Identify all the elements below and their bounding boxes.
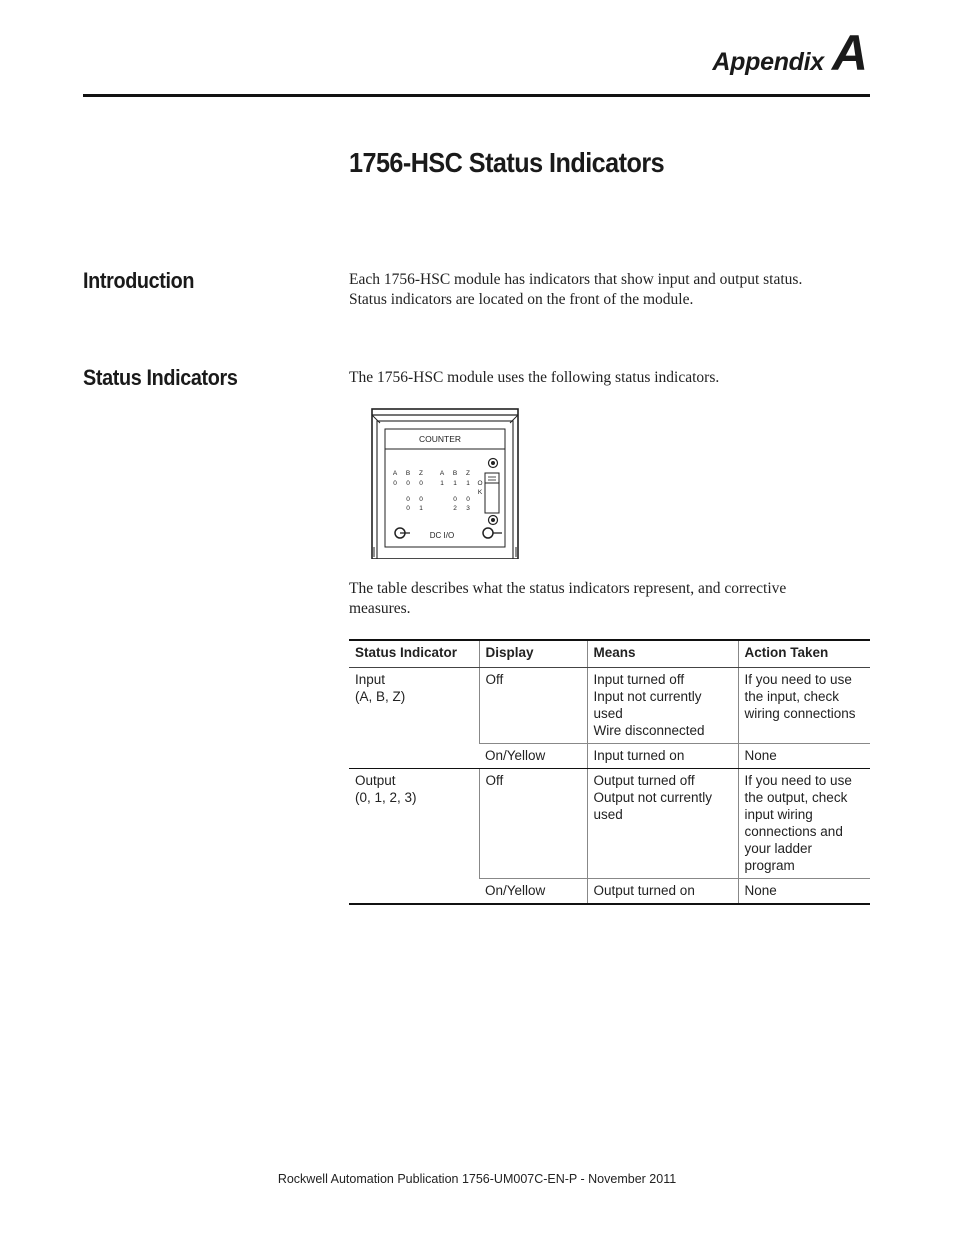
table-intro-line-1: The table describes what the status indicators represent, and corrective — [349, 580, 787, 597]
appendix-label: Appendix — [712, 48, 824, 76]
right-connector-icon — [483, 528, 493, 538]
out-bottom-2: 2 — [453, 505, 457, 512]
ind-digit-4: 1 — [453, 480, 457, 487]
counter-label: COUNTER — [418, 434, 462, 444]
ok-letter-k: K — [477, 489, 483, 496]
page-footer: Rockwell Automation Publication 1756-UM007C-EN-P - November 2011 — [277, 1172, 677, 1186]
introduction-heading: Introduction — [83, 268, 195, 293]
input-off-display: Off — [479, 668, 587, 744]
ok-letter-o: O — [477, 480, 483, 487]
table-row — [349, 668, 870, 744]
input-indicator-cell — [349, 668, 479, 769]
output-channels: (0, 1, 2, 3) — [355, 790, 417, 805]
input-on-means: Input turned on — [587, 744, 738, 769]
out-top-0: 0 — [406, 496, 410, 503]
table-header-row — [349, 640, 870, 668]
input-on-action: None — [738, 744, 870, 769]
status-indicators-heading: Status Indicators — [83, 365, 238, 390]
ind-letter-5: Z — [466, 470, 470, 477]
output-off-action: If you need to use the output, check input wiring connections and your ladder program — [738, 769, 870, 879]
ind-digit-5: 1 — [466, 480, 470, 487]
module-front-diagram — [370, 407, 520, 559]
introduction-line-1: Each 1756-HSC module has indicators that show input and output status. — [349, 271, 803, 288]
input-label: Input — [355, 672, 386, 687]
out-bottom-1: 1 — [419, 505, 423, 512]
ind-letter-1: B — [405, 470, 411, 477]
appendix-header — [712, 25, 868, 81]
appendix-letter: A — [831, 25, 868, 81]
output-on-means: Output turned on — [587, 879, 738, 905]
ind-digit-2: 0 — [419, 480, 423, 487]
header-action-taken: Action Taken — [738, 640, 870, 668]
ind-digit-0: 0 — [393, 480, 397, 487]
out-top-1: 0 — [419, 496, 423, 503]
header-means: Means — [587, 640, 738, 668]
input-on-display: On/Yellow — [479, 744, 587, 769]
out-top-2: 0 — [453, 496, 457, 503]
header-status-indicator: Status Indicator — [349, 640, 479, 668]
out-top-3: 0 — [466, 496, 470, 503]
out-bottom-0: 0 — [406, 505, 410, 512]
ind-letter-3: A — [439, 470, 445, 477]
out-bottom-3: 3 — [466, 505, 470, 512]
output-label: Output — [355, 773, 396, 788]
table-row — [349, 769, 870, 879]
table-intro-line-2: measures. — [349, 600, 411, 617]
ind-letter-4: B — [452, 470, 458, 477]
header-display: Display — [479, 640, 587, 668]
ind-digit-1: 0 — [406, 480, 410, 487]
status-indicators-intro: The 1756-HSC module uses the following status indicators. — [349, 369, 720, 386]
table-intro-paragraph — [349, 579, 849, 619]
dc-io-label: DC I/O — [429, 531, 455, 540]
input-channels: (A, B, Z) — [355, 689, 406, 704]
input-off-means: Input turned off Input not currently used Wire disconnected — [587, 668, 738, 744]
output-off-means: Output turned off Output not currently used — [587, 769, 738, 879]
output-off-display: Off — [479, 769, 587, 879]
status-indicator-table — [349, 639, 870, 905]
output-on-action: None — [738, 879, 870, 905]
ind-letter-2: Z — [419, 470, 423, 477]
header-rule — [83, 94, 870, 97]
introduction-paragraph — [349, 270, 849, 310]
output-indicator-cell — [349, 769, 479, 905]
ind-digit-3: 1 — [440, 480, 444, 487]
chapter-title: 1756-HSC Status Indicators — [349, 147, 665, 178]
ind-letter-0: A — [392, 470, 398, 477]
introduction-line-2: Status indicators are located on the front of the module. — [349, 291, 694, 308]
output-on-display: On/Yellow — [479, 879, 587, 905]
input-off-action: If you need to use the input, check wiring connections — [738, 668, 870, 744]
